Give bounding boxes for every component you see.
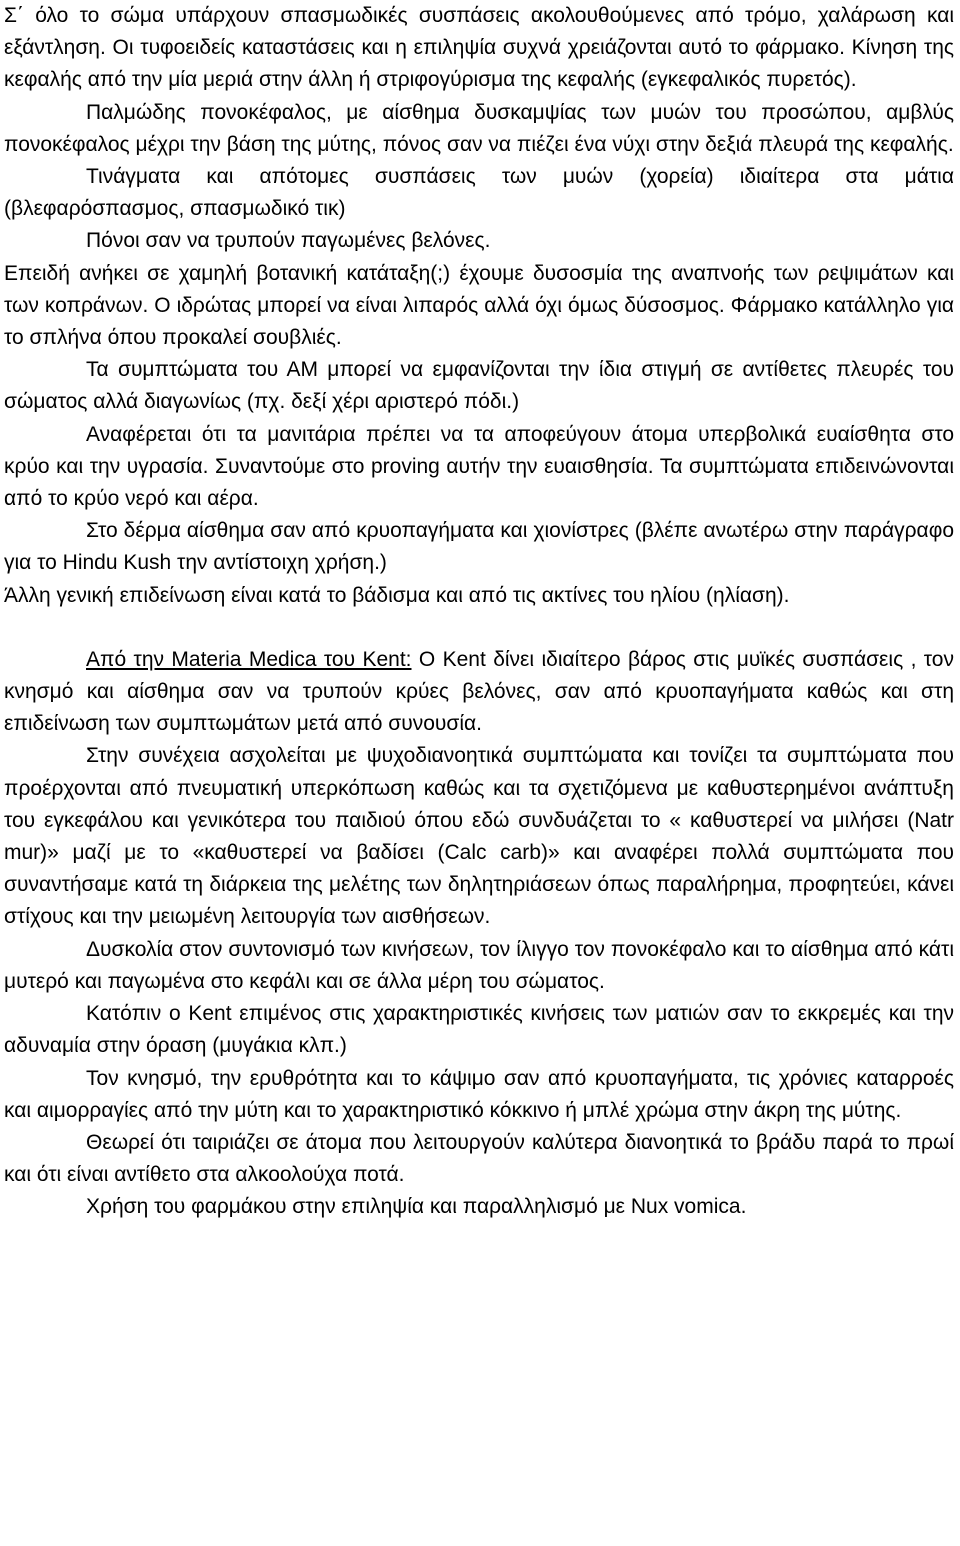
paragraph-odor: Επειδή ανήκει σε χαμηλή βοτανική κατάταξη(;) έχουμε δυσοσμία της αναπνοής των ρεψιμάτων και των κοπράνων. Ο ιδρώτας μπορεί να είναι λιπαρός αλλά όχι όμως δύσοσμος. Φάρμακο κατάλληλο για το σπλήνα όπου προκαλεί σουβλιές.	[4, 261, 954, 350]
paragraph-needles: Πόνοι σαν να τρυπούν παγωμένες βελόνες.	[86, 229, 491, 253]
paragraph-gap	[4, 612, 954, 644]
kent-heading: Από την Materia Medica του Kent:	[86, 647, 412, 671]
paragraph-cold-sensitivity: Αναφέρεται ότι τα μανιτάρια πρέπει να τα αποφεύγουν άτομα υπερβολικά ευαίσθητα στο κρύο και την υγρασία. Συναντούμε στο proving αυτήν την ευαισθησία. Τα συμπτώματα επιδεινώνονται από το κρύο νερό και αέρα.	[4, 422, 954, 511]
kent-intro-text: Ο Kent δίνει ιδιαίτερο βάρος στις μυϊκές συσπάσεις , τον κνησμό και αίσθημα σαν να τρυπούν κρύες βελόνες, σαν από κρυοπαγήματα καθώς και στη επιδείνωση των συμπτωμάτων μετά από συνουσία.	[4, 647, 954, 736]
paragraph-epilepsy: Χρήση του φαρμάκου στην επιληψία και παραλληλισμό με Nux vomica.	[86, 1195, 747, 1219]
paragraph-kent-intro	[4, 644, 954, 741]
paragraph-aggravation: Άλλη γενική επιδείνωση είναι κατά το βάδισμα και από τις ακτίνες του ηλίου (ηλίαση).	[4, 583, 790, 607]
paragraph-nose: Τον κνησμό, την ερυθρότητα και το κάψιμο σαν από κρυοπαγήματα, τις χρόνιες καταρροές και αιμορραγίες από την μύτη και το χαρακτηριστικό κόκκινο ή μπλέ χρώμα στην άκρη της μύτης.	[4, 1066, 954, 1122]
paragraph-spasms: Σ΄ όλο το σώμα υπάρχουν σπασμωδικές συσπάσεις ακολουθούμενες από τρόμο, χαλάρωση και εξάντληση. Οι τυφοειδείς καταστάσεις και η επιληψία συχνά χρειάζονται αυτό το φάρμακο. Κίνηση της κεφαλής από την μία μεριά στην άλλη ή στριφογύρισμα της κεφαλής (εγκεφαλικός πυρετός).	[4, 4, 954, 92]
paragraph-eyes: Κατόπιν ο Kent επιμένος στις χαρακτηριστικές κινήσεις των ματιών σαν το εκκρεμές και την αδυναμία στην όραση (μυγάκια κλπ.)	[4, 1002, 954, 1058]
paragraph-headache: Παλμώδης πονοκέφαλος, με αίσθημα δυσκαμψίας των μυών του προσώπου, αμβλύς πονοκέφαλος μέχρι την βάση της μύτης, πόνος σαν να πιέζει ένα νύχι στην δεξιά πλευρά της κεφαλής.	[4, 100, 954, 156]
paragraph-evening: Θεωρεί ότι ταιριάζει σε άτομα που λειτουργούν καλύτερα διανοητικά το βράδυ παρά το πρωί και ότι είναι αντίθετο στα αλκοολούχα ποτά.	[4, 1130, 954, 1187]
paragraph-coordination: Δυσκολία στον συντονισμό των κινήσεων, τον ίλιγγο τον πονοκέφαλο και το αίσθημα από κάτι μυτερό και παγωμένα στο κεφάλι και σε άλλα μέρη του σώματος.	[4, 937, 954, 993]
paragraph-diagonal-symptoms: Τα συμπτώματα του ΑΜ μπορεί να εμφανίζονται την ίδια στιγμή σε αντίθετες πλευρές του σώματος αλλά διαγωνίως (πχ. δεξί χέρι αριστερό πόδι.)	[4, 358, 954, 414]
paragraph-skin: Στο δέρμα αίσθημα σαν από κρυοπαγήματα και χιονίστρες (βλέπε ανωτέρω στην παράγραφο για το Hindu Kush την αντίστοιχη χρήση.)	[4, 519, 954, 575]
paragraph-twitching: Τινάγματα και απότομες συσπάσεις των μυών (χορεία) ιδιαίτερα στα μάτια (βλεφαρόσπασμος, σπασμωδικό τικ)	[4, 165, 954, 221]
paragraph-mental-symptoms: Στην συνέχεια ασχολείται με ψυχοδιανοητικά συμπτώματα και τονίζει τα συμπτώματα που προέρχονται από πνευματική υπερκόπωση καθώς και τα σχετιζόμενα με καθυστερημένοι ανάπτυξη του εγκεφάλου και γενικότερα του παιδιού όπου εδώ συνδυάζεται το « καθυστερεί να μιλήσει (Natr mur)» μαζί με το «καθυστερεί να βαδίσει (Calc carb)» και αναφέρει πολλά συμπτώματα που συναντήσαμε κατά τη διάρκεια της μελέτης των δηλητηριάσεων όπως παραλήρημα, προφητεύει, κάνει στίχους και την μειωμένη λειτουργία των αισθήσεων.	[4, 744, 954, 929]
